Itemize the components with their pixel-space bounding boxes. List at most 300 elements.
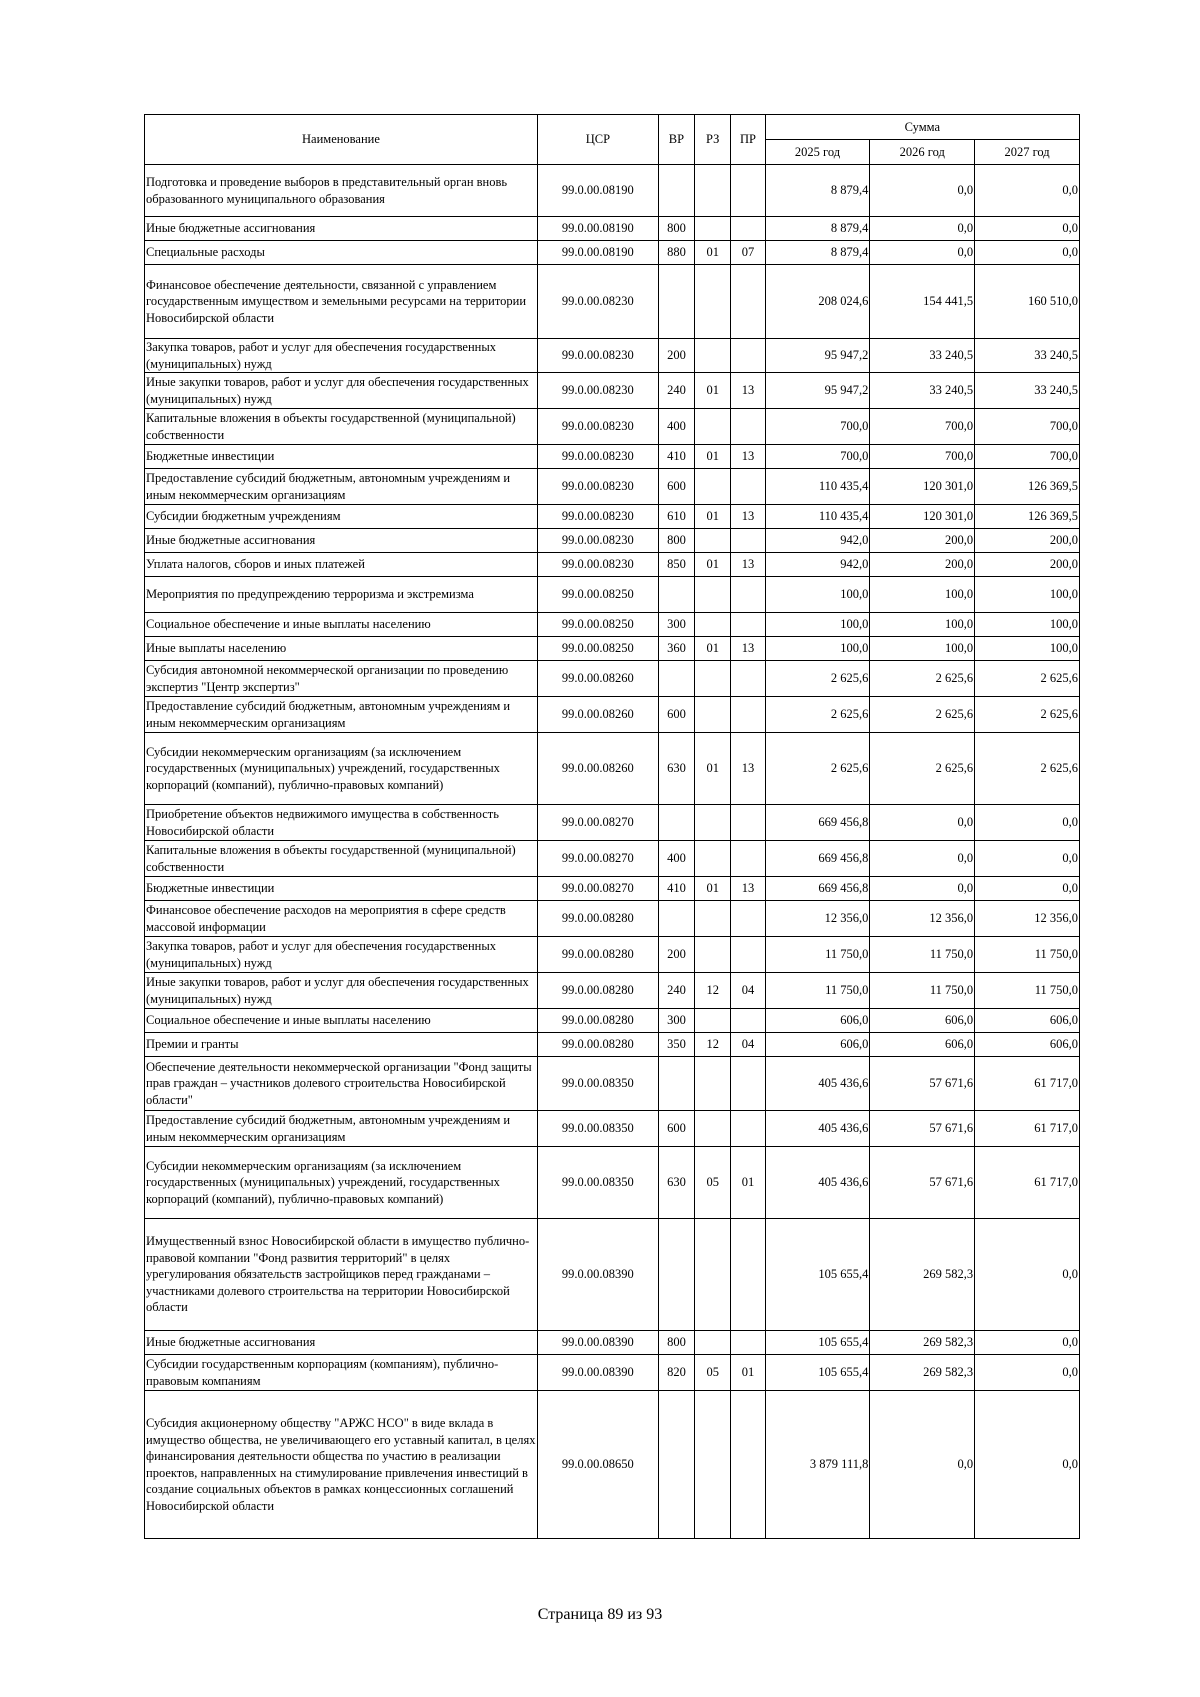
row-sum-2026: 200,0	[870, 529, 975, 553]
row-csr: 99.0.00.08350	[537, 1111, 658, 1147]
row-vr	[658, 165, 694, 217]
row-sum-2025: 405 436,6	[765, 1057, 870, 1111]
row-vr: 300	[658, 613, 694, 637]
row-csr: 99.0.00.08390	[537, 1219, 658, 1331]
row-sum-2027: 100,0	[975, 577, 1080, 613]
row-name: Имущественный взнос Новосибирской области в имущество публично-правовой компании "Фонд развития территорий" в целях урегулирования обязательств застройщиков перед гражданами – участниками долевого строительства на территории Новосибирской области	[145, 1219, 538, 1331]
row-name: Субсидии бюджетным учреждениям	[145, 505, 538, 529]
row-vr	[658, 1391, 694, 1539]
table-row	[145, 529, 1080, 553]
row-sum-2026: 100,0	[870, 637, 975, 661]
row-vr	[658, 805, 694, 841]
row-pr	[731, 265, 765, 339]
row-vr: 360	[658, 637, 694, 661]
row-pr: 13	[731, 445, 765, 469]
row-rz	[695, 469, 731, 505]
row-sum-2026: 2 625,6	[870, 661, 975, 697]
row-pr	[731, 1219, 765, 1331]
row-sum-2027: 0,0	[975, 1355, 1080, 1391]
table-row	[145, 877, 1080, 901]
row-sum-2027: 0,0	[975, 841, 1080, 877]
row-sum-2026: 0,0	[870, 165, 975, 217]
row-sum-2026: 0,0	[870, 877, 975, 901]
row-sum-2025: 606,0	[765, 1009, 870, 1033]
row-sum-2026: 100,0	[870, 577, 975, 613]
table-row	[145, 1219, 1080, 1331]
row-csr: 99.0.00.08230	[537, 409, 658, 445]
row-pr: 13	[731, 373, 765, 409]
row-csr: 99.0.00.08230	[537, 265, 658, 339]
row-sum-2027: 33 240,5	[975, 339, 1080, 373]
row-rz	[695, 1057, 731, 1111]
row-pr: 01	[731, 1355, 765, 1391]
row-sum-2027: 33 240,5	[975, 373, 1080, 409]
row-vr: 200	[658, 937, 694, 973]
row-sum-2025: 110 435,4	[765, 505, 870, 529]
row-vr: 610	[658, 505, 694, 529]
row-sum-2027: 0,0	[975, 805, 1080, 841]
row-sum-2026: 11 750,0	[870, 937, 975, 973]
row-name: Приобретение объектов недвижимого имущества в собственность Новосибирской области	[145, 805, 538, 841]
row-sum-2026: 57 671,6	[870, 1111, 975, 1147]
row-vr: 300	[658, 1009, 694, 1033]
row-sum-2027: 0,0	[975, 1391, 1080, 1539]
table-row	[145, 445, 1080, 469]
row-sum-2027: 700,0	[975, 409, 1080, 445]
row-pr: 07	[731, 241, 765, 265]
row-sum-2026: 0,0	[870, 1391, 975, 1539]
row-sum-2026: 120 301,0	[870, 469, 975, 505]
row-csr: 99.0.00.08250	[537, 637, 658, 661]
row-name: Субсидия автономной некоммерческой организации по проведению экспертиз "Центр экспертиз"	[145, 661, 538, 697]
row-vr	[658, 1057, 694, 1111]
table-row	[145, 1009, 1080, 1033]
row-rz: 01	[695, 637, 731, 661]
row-name: Финансовое обеспечение деятельности, связанной с управлением государственным имуществом и земельными ресурсами на территории Новосибирской области	[145, 265, 538, 339]
row-name: Закупка товаров, работ и услуг для обеспечения государственных (муниципальных) нужд	[145, 339, 538, 373]
row-sum-2027: 61 717,0	[975, 1111, 1080, 1147]
row-rz	[695, 805, 731, 841]
row-csr: 99.0.00.08390	[537, 1331, 658, 1355]
row-pr: 13	[731, 553, 765, 577]
row-csr: 99.0.00.08280	[537, 973, 658, 1009]
row-sum-2025: 669 456,8	[765, 877, 870, 901]
row-sum-2026: 606,0	[870, 1033, 975, 1057]
row-sum-2026: 269 582,3	[870, 1331, 975, 1355]
row-sum-2025: 95 947,2	[765, 339, 870, 373]
row-vr: 820	[658, 1355, 694, 1391]
row-csr: 99.0.00.08190	[537, 241, 658, 265]
row-csr: 99.0.00.08260	[537, 697, 658, 733]
row-vr: 240	[658, 373, 694, 409]
header-sum: Сумма	[765, 115, 1079, 140]
row-csr: 99.0.00.08230	[537, 445, 658, 469]
row-sum-2025: 700,0	[765, 445, 870, 469]
row-sum-2026: 120 301,0	[870, 505, 975, 529]
row-name: Иные закупки товаров, работ и услуг для обеспечения государственных (муниципальных) нужд	[145, 973, 538, 1009]
row-name: Субсидии некоммерческим организациям (за исключением государственных (муниципальных) учреждений, государственных корпораций (компаний), публично-правовых компаний)	[145, 1147, 538, 1219]
row-rz	[695, 1391, 731, 1539]
row-sum-2025: 105 655,4	[765, 1355, 870, 1391]
row-sum-2025: 11 750,0	[765, 937, 870, 973]
row-pr	[731, 805, 765, 841]
row-sum-2026: 0,0	[870, 805, 975, 841]
row-pr: 13	[731, 877, 765, 901]
row-sum-2026: 12 356,0	[870, 901, 975, 937]
row-vr: 350	[658, 1033, 694, 1057]
row-rz	[695, 1111, 731, 1147]
row-csr: 99.0.00.08270	[537, 877, 658, 901]
row-name: Иные бюджетные ассигнования	[145, 529, 538, 553]
row-sum-2027: 2 625,6	[975, 661, 1080, 697]
row-sum-2027: 0,0	[975, 877, 1080, 901]
row-rz	[695, 577, 731, 613]
row-sum-2025: 100,0	[765, 637, 870, 661]
table-row	[145, 577, 1080, 613]
table-row	[145, 1331, 1080, 1355]
row-sum-2025: 105 655,4	[765, 1219, 870, 1331]
header-pr: ПР	[731, 115, 765, 165]
row-rz	[695, 661, 731, 697]
row-rz	[695, 1331, 731, 1355]
row-csr: 99.0.00.08280	[537, 1033, 658, 1057]
row-vr	[658, 265, 694, 339]
table-row	[145, 1391, 1080, 1539]
table-row	[145, 937, 1080, 973]
row-csr: 99.0.00.08230	[537, 339, 658, 373]
row-pr	[731, 1391, 765, 1539]
row-sum-2027: 100,0	[975, 637, 1080, 661]
row-pr	[731, 1057, 765, 1111]
row-sum-2026: 0,0	[870, 241, 975, 265]
row-pr	[731, 165, 765, 217]
row-csr: 99.0.00.08270	[537, 841, 658, 877]
table-row	[145, 973, 1080, 1009]
row-sum-2026: 33 240,5	[870, 373, 975, 409]
table-row	[145, 1057, 1080, 1111]
row-csr: 99.0.00.08270	[537, 805, 658, 841]
header-csr: ЦСР	[537, 115, 658, 165]
table-row	[145, 733, 1080, 805]
row-name: Бюджетные инвестиции	[145, 445, 538, 469]
row-csr: 99.0.00.08280	[537, 1009, 658, 1033]
row-pr	[731, 697, 765, 733]
row-name: Иные бюджетные ассигнования	[145, 217, 538, 241]
row-sum-2025: 942,0	[765, 553, 870, 577]
row-sum-2027: 11 750,0	[975, 973, 1080, 1009]
row-sum-2026: 700,0	[870, 409, 975, 445]
row-name: Предоставление субсидий бюджетным, автономным учреждениям и иным некоммерческим организациям	[145, 469, 538, 505]
row-sum-2027: 0,0	[975, 165, 1080, 217]
row-sum-2027: 2 625,6	[975, 733, 1080, 805]
header-2026: 2026 год	[870, 140, 975, 165]
row-vr: 600	[658, 1111, 694, 1147]
row-rz: 01	[695, 877, 731, 901]
row-csr: 99.0.00.08190	[537, 217, 658, 241]
row-rz	[695, 165, 731, 217]
row-sum-2025: 2 625,6	[765, 661, 870, 697]
row-vr: 400	[658, 409, 694, 445]
table-row	[145, 841, 1080, 877]
row-rz	[695, 937, 731, 973]
header-vr: ВР	[658, 115, 694, 165]
row-vr	[658, 901, 694, 937]
row-csr: 99.0.00.08230	[537, 553, 658, 577]
row-name: Иные выплаты населению	[145, 637, 538, 661]
row-csr: 99.0.00.08650	[537, 1391, 658, 1539]
row-pr	[731, 1331, 765, 1355]
row-csr: 99.0.00.08260	[537, 661, 658, 697]
row-sum-2025: 100,0	[765, 577, 870, 613]
row-name: Субсидии государственным корпорациям (компаниям), публично-правовым компаниям	[145, 1355, 538, 1391]
row-sum-2027: 12 356,0	[975, 901, 1080, 937]
row-pr	[731, 661, 765, 697]
row-rz	[695, 1009, 731, 1033]
row-name: Уплата налогов, сборов и иных платежей	[145, 553, 538, 577]
table-row	[145, 165, 1080, 217]
table-row	[145, 469, 1080, 505]
row-rz	[695, 529, 731, 553]
row-vr: 600	[658, 697, 694, 733]
table-row	[145, 553, 1080, 577]
row-pr	[731, 841, 765, 877]
table-row	[145, 1111, 1080, 1147]
row-vr: 800	[658, 217, 694, 241]
row-sum-2026: 33 240,5	[870, 339, 975, 373]
row-name: Иные закупки товаров, работ и услуг для обеспечения государственных (муниципальных) нужд	[145, 373, 538, 409]
row-sum-2025: 669 456,8	[765, 841, 870, 877]
row-csr: 99.0.00.08250	[537, 577, 658, 613]
row-sum-2025: 8 879,4	[765, 217, 870, 241]
row-pr	[731, 901, 765, 937]
row-sum-2026: 700,0	[870, 445, 975, 469]
row-pr	[731, 469, 765, 505]
row-sum-2027: 200,0	[975, 553, 1080, 577]
row-sum-2026: 57 671,6	[870, 1147, 975, 1219]
table-row	[145, 901, 1080, 937]
row-rz	[695, 339, 731, 373]
row-sum-2026: 0,0	[870, 841, 975, 877]
row-sum-2025: 105 655,4	[765, 1331, 870, 1355]
row-name: Капитальные вложения в объекты государственной (муниципальной) собственности	[145, 841, 538, 877]
row-sum-2026: 154 441,5	[870, 265, 975, 339]
row-sum-2025: 2 625,6	[765, 697, 870, 733]
row-pr	[731, 1111, 765, 1147]
row-pr	[731, 937, 765, 973]
row-pr: 13	[731, 637, 765, 661]
row-pr	[731, 339, 765, 373]
row-rz: 01	[695, 553, 731, 577]
row-sum-2027: 606,0	[975, 1009, 1080, 1033]
row-rz	[695, 697, 731, 733]
table-row	[145, 637, 1080, 661]
row-pr: 13	[731, 505, 765, 529]
row-rz: 12	[695, 1033, 731, 1057]
row-csr: 99.0.00.08230	[537, 505, 658, 529]
row-sum-2025: 12 356,0	[765, 901, 870, 937]
row-name: Закупка товаров, работ и услуг для обеспечения государственных (муниципальных) нужд	[145, 937, 538, 973]
row-pr: 04	[731, 1033, 765, 1057]
row-sum-2027: 2 625,6	[975, 697, 1080, 733]
row-vr: 800	[658, 529, 694, 553]
row-csr: 99.0.00.08350	[537, 1057, 658, 1111]
row-vr: 600	[658, 469, 694, 505]
header-rz: РЗ	[695, 115, 731, 165]
row-csr: 99.0.00.08230	[537, 529, 658, 553]
row-rz: 05	[695, 1147, 731, 1219]
row-name: Специальные расходы	[145, 241, 538, 265]
row-name: Социальное обеспечение и иные выплаты населению	[145, 1009, 538, 1033]
row-rz	[695, 1219, 731, 1331]
row-csr: 99.0.00.08230	[537, 373, 658, 409]
row-sum-2027: 200,0	[975, 529, 1080, 553]
row-name: Подготовка и проведение выборов в представительный орган вновь образованного муниципального образования	[145, 165, 538, 217]
row-sum-2025: 11 750,0	[765, 973, 870, 1009]
row-vr: 400	[658, 841, 694, 877]
row-sum-2027: 100,0	[975, 613, 1080, 637]
row-sum-2026: 100,0	[870, 613, 975, 637]
row-sum-2027: 126 369,5	[975, 469, 1080, 505]
row-csr: 99.0.00.08230	[537, 469, 658, 505]
table-row	[145, 339, 1080, 373]
row-sum-2027: 0,0	[975, 241, 1080, 265]
row-rz	[695, 901, 731, 937]
row-sum-2025: 942,0	[765, 529, 870, 553]
row-sum-2025: 8 879,4	[765, 165, 870, 217]
row-pr: 01	[731, 1147, 765, 1219]
row-vr	[658, 661, 694, 697]
row-sum-2027: 126 369,5	[975, 505, 1080, 529]
row-sum-2025: 700,0	[765, 409, 870, 445]
table-row	[145, 241, 1080, 265]
table-row	[145, 613, 1080, 637]
row-vr: 800	[658, 1331, 694, 1355]
row-sum-2025: 8 879,4	[765, 241, 870, 265]
row-sum-2026: 2 625,6	[870, 697, 975, 733]
row-rz: 01	[695, 733, 731, 805]
row-vr: 410	[658, 877, 694, 901]
row-sum-2027: 0,0	[975, 217, 1080, 241]
row-csr: 99.0.00.08280	[537, 901, 658, 937]
row-sum-2026: 606,0	[870, 1009, 975, 1033]
row-name: Иные бюджетные ассигнования	[145, 1331, 538, 1355]
row-pr	[731, 1009, 765, 1033]
table-row	[145, 697, 1080, 733]
row-pr: 13	[731, 733, 765, 805]
row-sum-2026: 0,0	[870, 217, 975, 241]
row-sum-2026: 200,0	[870, 553, 975, 577]
header-2027: 2027 год	[975, 140, 1080, 165]
row-rz: 12	[695, 973, 731, 1009]
row-sum-2025: 405 436,6	[765, 1111, 870, 1147]
row-sum-2025: 100,0	[765, 613, 870, 637]
row-name: Капитальные вложения в объекты государственной (муниципальной) собственности	[145, 409, 538, 445]
header-2025: 2025 год	[765, 140, 870, 165]
row-csr: 99.0.00.08350	[537, 1147, 658, 1219]
row-vr	[658, 1219, 694, 1331]
row-sum-2026: 269 582,3	[870, 1355, 975, 1391]
row-name: Премии и гранты	[145, 1033, 538, 1057]
row-rz	[695, 841, 731, 877]
row-sum-2026: 11 750,0	[870, 973, 975, 1009]
table-row	[145, 1355, 1080, 1391]
row-vr: 880	[658, 241, 694, 265]
header-name: Наименование	[145, 115, 538, 165]
row-name: Мероприятия по предупреждению терроризма и экстремизма	[145, 577, 538, 613]
row-sum-2027: 606,0	[975, 1033, 1080, 1057]
row-name: Обеспечение деятельности некоммерческой организации "Фонд защиты прав граждан – участников долевого строительства Новосибирской области"	[145, 1057, 538, 1111]
table-row	[145, 409, 1080, 445]
row-sum-2025: 95 947,2	[765, 373, 870, 409]
row-rz: 05	[695, 1355, 731, 1391]
row-sum-2027: 700,0	[975, 445, 1080, 469]
row-rz	[695, 217, 731, 241]
row-name: Социальное обеспечение и иные выплаты населению	[145, 613, 538, 637]
row-name: Предоставление субсидий бюджетным, автономным учреждениям и иным некоммерческим организациям	[145, 1111, 538, 1147]
row-csr: 99.0.00.08390	[537, 1355, 658, 1391]
table-row	[145, 373, 1080, 409]
row-sum-2026: 269 582,3	[870, 1219, 975, 1331]
row-pr	[731, 613, 765, 637]
row-sum-2025: 2 625,6	[765, 733, 870, 805]
row-name: Финансовое обеспечение расходов на мероприятия в сфере средств массовой информации	[145, 901, 538, 937]
row-sum-2025: 208 024,6	[765, 265, 870, 339]
budget-table	[144, 114, 1080, 1539]
row-rz	[695, 613, 731, 637]
row-rz	[695, 409, 731, 445]
row-csr: 99.0.00.08280	[537, 937, 658, 973]
row-sum-2025: 669 456,8	[765, 805, 870, 841]
row-sum-2026: 2 625,6	[870, 733, 975, 805]
row-sum-2025: 3 879 111,8	[765, 1391, 870, 1539]
row-rz: 01	[695, 445, 731, 469]
row-csr: 99.0.00.08250	[537, 613, 658, 637]
table-row	[145, 1147, 1080, 1219]
row-sum-2025: 405 436,6	[765, 1147, 870, 1219]
row-pr	[731, 529, 765, 553]
page-number: Страница 89 из 93	[537, 1606, 663, 1623]
row-rz: 01	[695, 505, 731, 529]
row-sum-2027: 0,0	[975, 1331, 1080, 1355]
row-vr: 410	[658, 445, 694, 469]
row-vr: 200	[658, 339, 694, 373]
table-row	[145, 1033, 1080, 1057]
table-body	[145, 165, 1080, 1539]
row-csr: 99.0.00.08260	[537, 733, 658, 805]
row-vr	[658, 577, 694, 613]
table-row	[145, 265, 1080, 339]
row-name: Субсидии некоммерческим организациям (за исключением государственных (муниципальных) учреждений, государственных корпораций (компаний), публично-правовых компаний)	[145, 733, 538, 805]
row-rz: 01	[695, 241, 731, 265]
row-pr	[731, 217, 765, 241]
table-row	[145, 805, 1080, 841]
row-pr: 04	[731, 973, 765, 1009]
table-row	[145, 217, 1080, 241]
row-pr	[731, 409, 765, 445]
row-vr: 630	[658, 733, 694, 805]
row-name: Предоставление субсидий бюджетным, автономным учреждениям и иным некоммерческим организациям	[145, 697, 538, 733]
table-row	[145, 661, 1080, 697]
row-sum-2027: 61 717,0	[975, 1057, 1080, 1111]
table-row	[145, 505, 1080, 529]
row-name: Субсидия акционерному обществу "АРЖС НСО" в виде вклада в имущество общества, не увеличивающего его уставный капитал, в целях финансирования деятельности общества по участию в реализации проектов, направленных на стимулирование привлечения инвестиций в создание социальных объектов в рамках концессионных соглашений Новосибирской области	[145, 1391, 538, 1539]
row-sum-2027: 11 750,0	[975, 937, 1080, 973]
row-sum-2025: 606,0	[765, 1033, 870, 1057]
row-sum-2027: 61 717,0	[975, 1147, 1080, 1219]
row-vr: 850	[658, 553, 694, 577]
row-vr: 240	[658, 973, 694, 1009]
row-rz	[695, 265, 731, 339]
